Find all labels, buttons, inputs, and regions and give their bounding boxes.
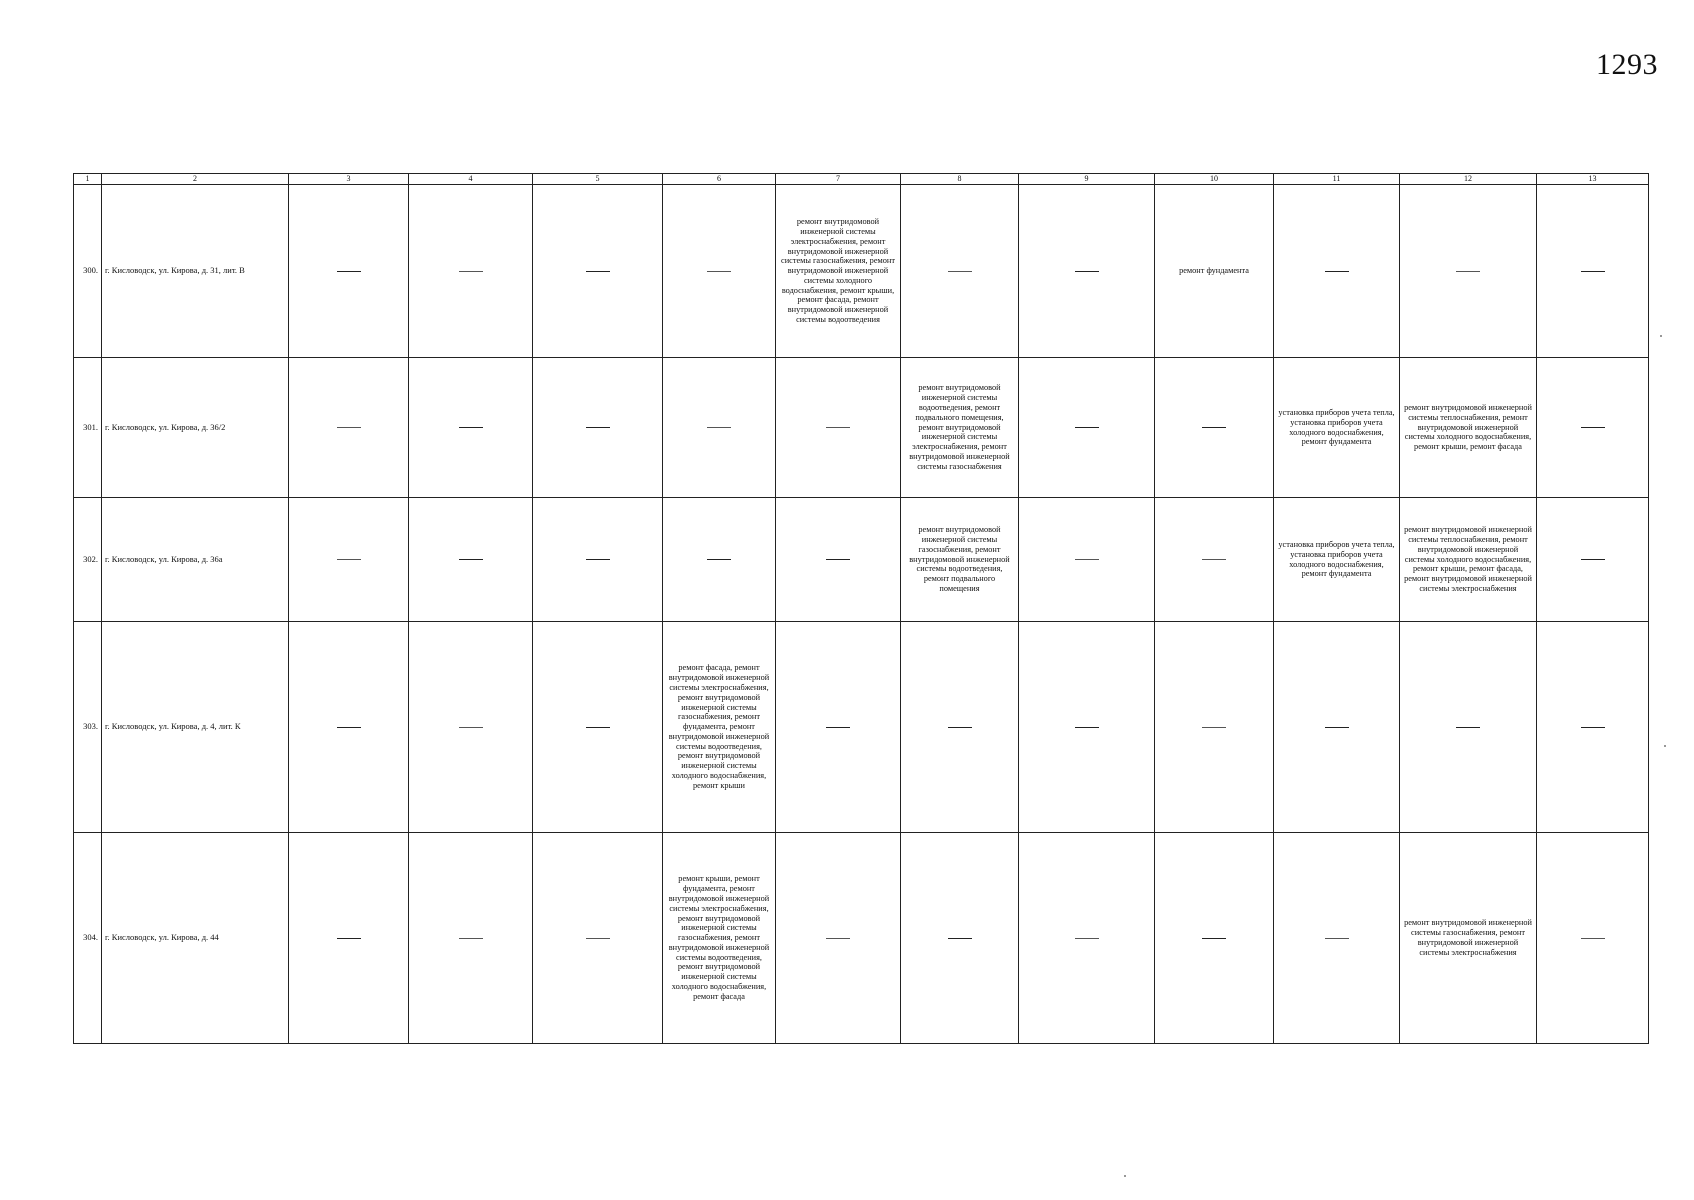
scan-speck	[1660, 335, 1662, 337]
work-cell	[901, 358, 1019, 498]
work-description: установка приборов учета тепла, установка приборов учета холодного водоснабжения, ремонт фундамента	[1278, 407, 1395, 447]
work-description: ремонт фундамента	[1179, 266, 1249, 276]
empty-cell	[1537, 185, 1649, 358]
empty-cell	[409, 622, 533, 833]
column-header: 1	[74, 174, 102, 185]
work-description: ремонт крыши, ремонт фундамента, ремонт внутридомовой инженерной системы электроснабжения, ремонт внутридомовой инженерной системы газоснабжения, ремонт внутридомовой инженерной системы водоотведения, ремонт внутридомовой инженерной системы холодного водоснабжения, ремонт фасада	[668, 874, 770, 1001]
work-cell	[1155, 185, 1274, 358]
column-header: 12	[1400, 174, 1537, 185]
empty-cell	[409, 833, 533, 1044]
empty-cell	[409, 358, 533, 498]
work-description: ремонт фасада, ремонт внутридомовой инженерной системы электроснабжения, ремонт внутридомовой инженерной системы газоснабжения, ремонт фундамента, ремонт внутридомовой инженерной системы водоотведения, ремонт внутридомовой инженерной системы холодного водоснабжения, ремонт крыши	[668, 663, 770, 790]
empty-cell	[1537, 498, 1649, 622]
empty-cell	[409, 498, 533, 622]
table-row	[74, 185, 1649, 358]
empty-cell	[1019, 833, 1155, 1044]
work-cell	[663, 833, 776, 1044]
column-header: 2	[102, 174, 289, 185]
empty-cell	[901, 833, 1019, 1044]
empty-cell	[663, 498, 776, 622]
work-description: ремонт внутридомовой инженерной системы газоснабжения, ремонт внутридомовой инженерной системы электроснабжения	[1404, 918, 1532, 957]
work-cell	[1400, 498, 1537, 622]
column-header: 13	[1537, 174, 1649, 185]
address-cell: г. Кисловодск, ул. Кирова, д. 31, лит. В	[102, 185, 289, 358]
table-row	[74, 622, 1649, 833]
empty-cell	[533, 498, 663, 622]
work-cell	[663, 622, 776, 833]
address-cell: г. Кисловодск, ул. Кирова, д. 36а	[102, 498, 289, 622]
work-cell	[901, 498, 1019, 622]
empty-cell	[901, 622, 1019, 833]
address-cell: г. Кисловодск, ул. Кирова, д. 44	[102, 833, 289, 1044]
column-header: 3	[289, 174, 409, 185]
work-cell	[776, 185, 901, 358]
empty-cell	[289, 358, 409, 498]
empty-cell	[533, 622, 663, 833]
address-cell: г. Кисловодск, ул. Кирова, д. 36/2	[102, 358, 289, 498]
work-cell	[1274, 498, 1400, 622]
work-description: ремонт внутридомовой инженерной системы теплоснабжения, ремонт внутридомовой инженерной системы холодного водоснабжения, ремонт крыши, ремонт фасада	[1404, 403, 1532, 452]
table-row	[74, 498, 1649, 622]
row-number: 304.	[74, 833, 102, 1044]
row-number: 303.	[74, 622, 102, 833]
empty-cell	[1274, 622, 1400, 833]
column-number-row	[74, 174, 1649, 185]
work-cell	[1400, 358, 1537, 498]
empty-cell	[1537, 622, 1649, 833]
scan-speck	[1124, 1175, 1126, 1177]
empty-cell	[1155, 622, 1274, 833]
empty-cell	[901, 185, 1019, 358]
empty-cell	[1400, 185, 1537, 358]
empty-cell	[1537, 358, 1649, 498]
empty-cell	[1155, 498, 1274, 622]
work-cell	[1400, 833, 1537, 1044]
empty-cell	[776, 833, 901, 1044]
empty-cell	[289, 498, 409, 622]
empty-cell	[776, 498, 901, 622]
work-description: ремонт внутридомовой инженерной системы газоснабжения, ремонт внутридомовой инженерной системы водоотведения, ремонт подвального помещения	[909, 525, 1010, 593]
address-cell: г. Кисловодск, ул. Кирова, д. 4, лит. К	[102, 622, 289, 833]
empty-cell	[663, 185, 776, 358]
empty-cell	[663, 358, 776, 498]
column-header: 8	[901, 174, 1019, 185]
empty-cell	[1400, 622, 1537, 833]
work-description: ремонт внутридомовой инженерной системы теплоснабжения, ремонт внутридомовой инженерной системы холодного водоснабжения, ремонт крыши, ремонт фасада, ремонт внутридомовой инженерной системы электроснабжения	[1404, 525, 1532, 593]
empty-cell	[533, 833, 663, 1044]
page-number: 1293	[1596, 48, 1658, 81]
empty-cell	[533, 185, 663, 358]
row-number: 301.	[74, 358, 102, 498]
column-header: 7	[776, 174, 901, 185]
work-description: ремонт внутридомовой инженерной системы электроснабжения, ремонт внутридомовой инженерной системы газоснабжения, ремонт внутридомовой инженерной системы холодного водоснабжения, ремонт крыши, ремонт фасада, ремонт внутридомовой инженерной системы водоотведения	[781, 217, 895, 325]
column-header: 6	[663, 174, 776, 185]
empty-cell	[776, 358, 901, 498]
empty-cell	[1274, 833, 1400, 1044]
row-number: 300.	[74, 185, 102, 358]
column-header: 5	[533, 174, 663, 185]
work-cell	[1274, 358, 1400, 498]
row-number: 302.	[74, 498, 102, 622]
column-header: 4	[409, 174, 533, 185]
empty-cell	[1019, 358, 1155, 498]
column-header: 10	[1155, 174, 1274, 185]
empty-cell	[1274, 185, 1400, 358]
empty-cell	[289, 185, 409, 358]
empty-cell	[1019, 185, 1155, 358]
empty-cell	[776, 622, 901, 833]
work-description: установка приборов учета тепла, установка приборов учета холодного водоснабжения, ремонт фундамента	[1278, 539, 1395, 579]
column-header: 11	[1274, 174, 1400, 185]
empty-cell	[1155, 833, 1274, 1044]
column-header: 9	[1019, 174, 1155, 185]
empty-cell	[1537, 833, 1649, 1044]
work-description: ремонт внутридомовой инженерной системы водоотведения, ремонт подвального помещения, ремонт внутридомовой инженерной системы электроснабжения, ремонт внутридомовой инженерной системы газоснабжения	[909, 383, 1010, 471]
empty-cell	[1155, 358, 1274, 498]
scan-speck	[1664, 745, 1666, 747]
empty-cell	[1019, 498, 1155, 622]
table-row	[74, 833, 1649, 1044]
empty-cell	[289, 833, 409, 1044]
empty-cell	[1019, 622, 1155, 833]
table-row	[74, 358, 1649, 498]
empty-cell	[409, 185, 533, 358]
repair-schedule-table	[73, 173, 1649, 1044]
empty-cell	[289, 622, 409, 833]
empty-cell	[533, 358, 663, 498]
